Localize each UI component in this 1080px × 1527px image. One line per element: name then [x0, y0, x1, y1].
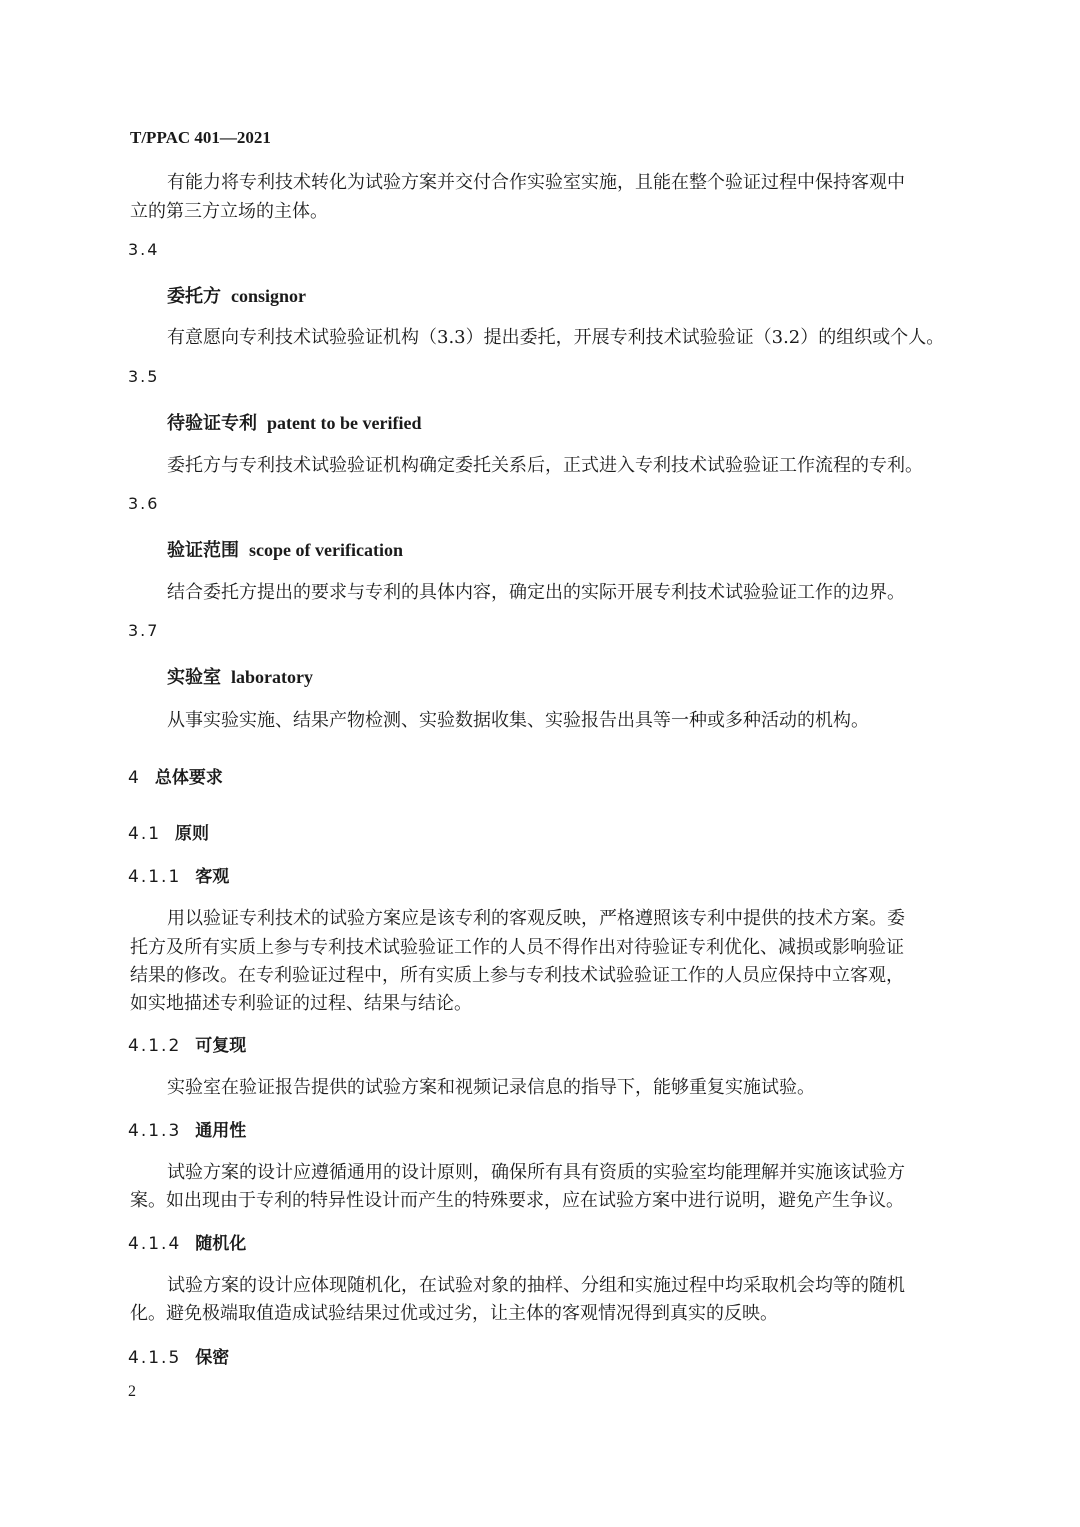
clause-number: 4.1.3	[128, 1121, 182, 1141]
clause-title: 随机化	[195, 1234, 247, 1254]
clause-heading	[128, 1229, 246, 1254]
term-definition: 有意愿向专利技术试验验证机构（3.3）提出委托，开展专利技术试验验证（3.2）的组织或个人。	[167, 327, 945, 348]
clause-number: 4.1.5	[128, 1348, 182, 1368]
clause-text-line: 化。避免极端取值造成试验结果过优或过劣，让主体的客观情况得到真实的反映。	[130, 1303, 778, 1324]
intro-line-2: 立的第三方立场的主体。	[130, 201, 328, 222]
section-number: 4	[128, 768, 141, 788]
clause-heading	[128, 1116, 246, 1141]
clause-text-line: 试验方案的设计应体现随机化，在试验对象的抽样、分组和实施过程中均采取机会均等的随机	[167, 1275, 905, 1296]
subsection-heading	[128, 819, 209, 844]
intro-line-1: 有能力将专利技术转化为试验方案并交付合作实验室实施，且能在整个验证过程中保持客观中	[167, 172, 905, 193]
clause-number: 4.1.1	[128, 867, 182, 887]
section-heading	[128, 763, 223, 788]
clause-heading	[128, 1031, 246, 1056]
clause-heading	[128, 1343, 229, 1368]
clause-title: 可复现	[195, 1036, 247, 1056]
term-en: patent to be verified	[267, 413, 422, 433]
term-number: 3.7	[128, 621, 160, 640]
clause-text-line: 如实地描述专利验证的过程、结果与结论。	[130, 993, 472, 1014]
term-zh: 实验室	[167, 667, 221, 688]
term-zh: 验证范围	[167, 540, 239, 561]
term-number: 3.4	[128, 240, 160, 259]
term-zh: 待验证专利	[167, 413, 257, 434]
term-number: 3.5	[128, 367, 160, 386]
clause-text-line: 试验方案的设计应遵循通用的设计原则，确保所有具有资质的实验室均能理解并实施该试验方	[167, 1162, 905, 1183]
clause-title: 通用性	[195, 1121, 247, 1141]
term-en: scope of verification	[249, 540, 403, 560]
term-title	[167, 536, 403, 562]
term-definition: 委托方与专利技术试验验证机构确定委托关系后，正式进入专利技术试验验证工作流程的专利。	[167, 455, 923, 476]
term-title	[167, 663, 313, 689]
clause-number: 4.1.2	[128, 1036, 182, 1056]
section-title: 总体要求	[154, 768, 223, 788]
clause-text-line: 结果的修改。在专利验证过程中，所有实质上参与专利技术试验验证工作的人员应保持中立客观，	[130, 965, 904, 986]
term-en: consignor	[231, 286, 307, 306]
term-number: 3.6	[128, 494, 160, 513]
subsection-title: 原则	[175, 824, 210, 844]
clause-text-line: 案。如出现由于专利的特异性设计而产生的特殊要求，应在试验方案中进行说明，避免产生争议。	[130, 1190, 904, 1211]
page-number: 2	[128, 1383, 136, 1400]
term-en: laboratory	[231, 667, 313, 687]
clause-text-line: 托方及所有实质上参与专利技术试验验证工作的人员不得作出对待验证专利优化、减损或影响验证	[130, 937, 904, 958]
standard-code: T/PPAC 401—2021	[130, 128, 271, 147]
term-zh: 委托方	[167, 286, 221, 307]
clause-text-line: 用以验证专利技术的试验方案应是该专利的客观反映，严格遵照该专利中提供的技术方案。委	[167, 908, 905, 929]
term-definition: 从事实验实施、结果产物检测、实验数据收集、实验报告出具等一种或多种活动的机构。	[167, 710, 869, 731]
term-definition: 结合委托方提出的要求与专利的具体内容，确定出的实际开展专利技术试验验证工作的边界。	[167, 582, 905, 603]
clause-heading	[128, 862, 229, 887]
clause-text-line: 实验室在验证报告提供的试验方案和视频记录信息的指导下，能够重复实施试验。	[167, 1077, 815, 1098]
term-title	[167, 409, 421, 435]
clause-number: 4.1.4	[128, 1234, 182, 1254]
clause-title: 客观	[195, 867, 230, 887]
term-title	[167, 282, 306, 308]
clause-title: 保密	[195, 1348, 230, 1368]
subsection-number: 4.1	[128, 824, 162, 844]
